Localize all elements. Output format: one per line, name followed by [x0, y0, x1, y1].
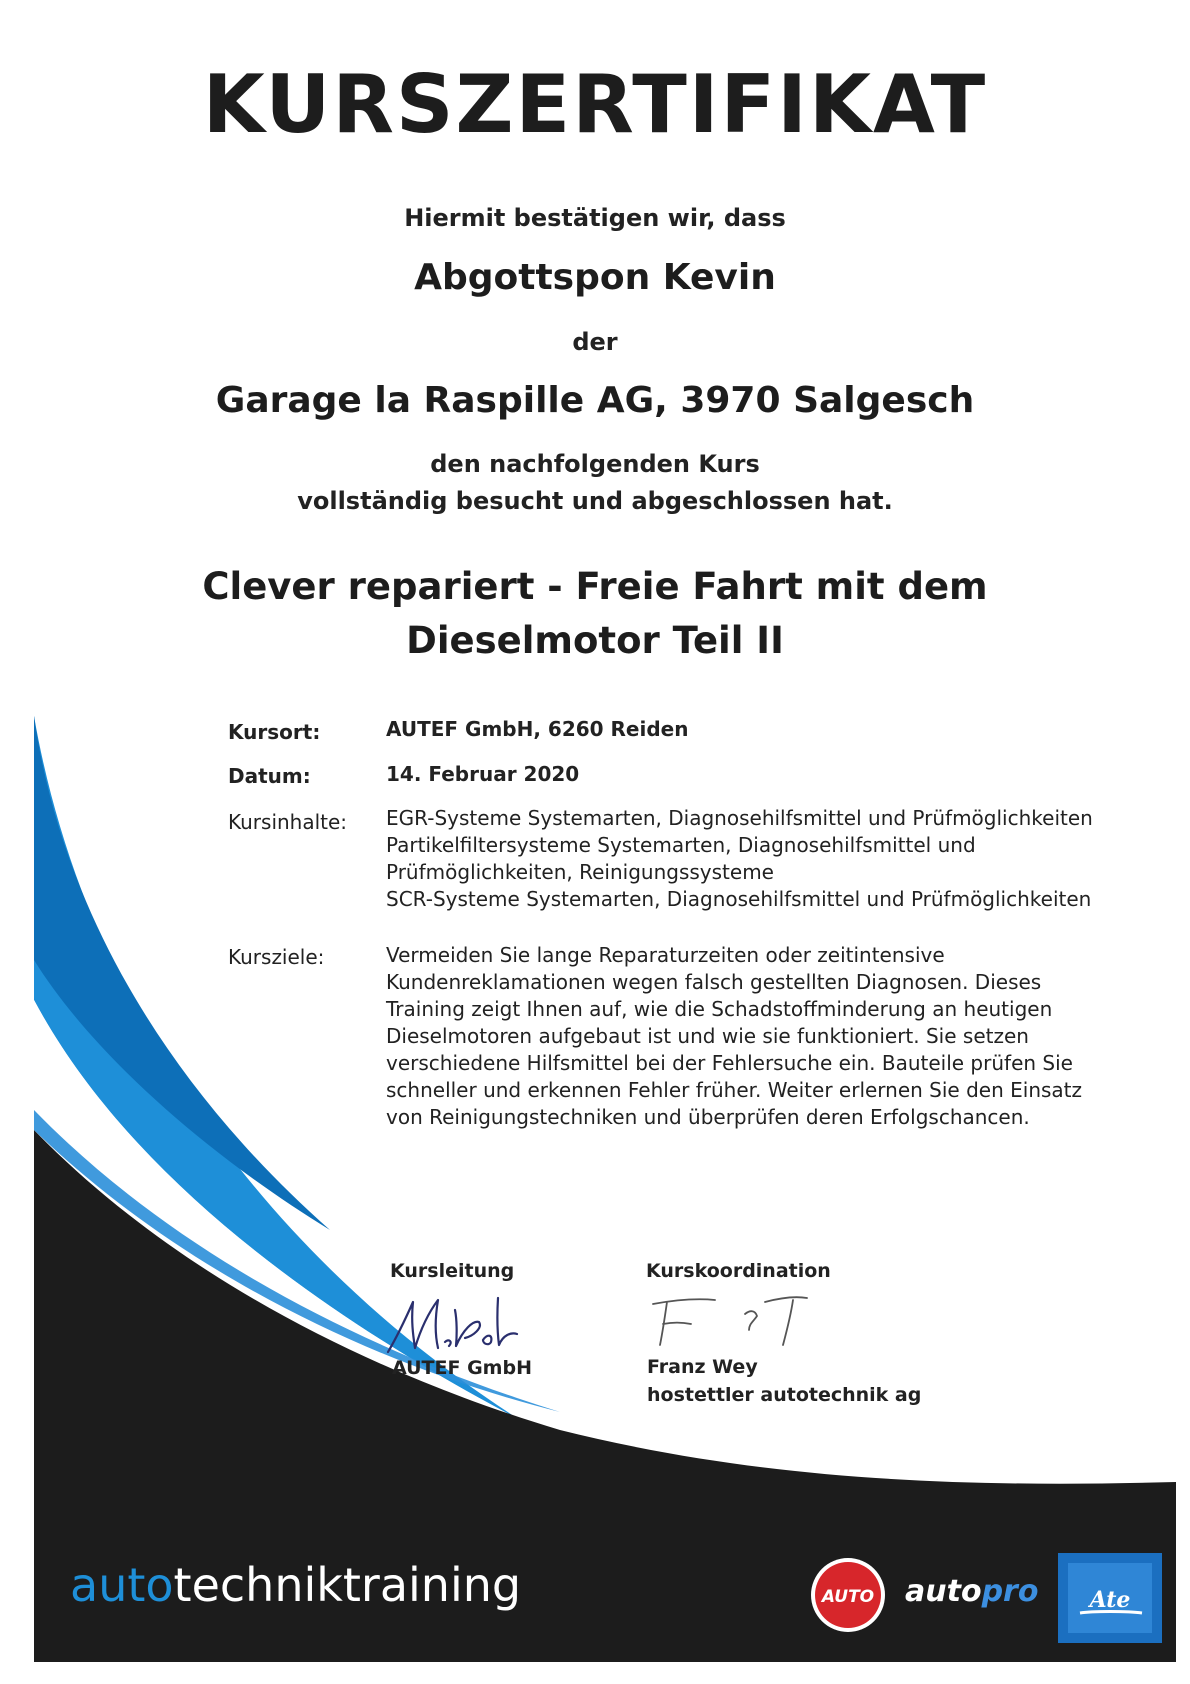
connector-text: der [572, 328, 618, 356]
kursziele-line: Training zeigt Ihnen auf, wie die Schadstoffminderung an heutigen [386, 997, 1053, 1021]
signature-kursleitung [383, 1290, 523, 1360]
course-title-line-1: Clever repariert - Freie Fahrt mit dem [202, 565, 988, 608]
company-name: Garage la Raspille AG, 3970 Salgesch [215, 380, 975, 421]
kursziele-label: Kursziele: [228, 945, 325, 969]
kursinhalte-line: Partikelfiltersysteme Systemarten, Diagnosehilfsmittel und [386, 833, 976, 857]
completion-line-2: vollständig besucht und abgeschlossen hat. [297, 487, 893, 515]
brand-rest: techniktraining [173, 1558, 522, 1612]
kursinhalte-text [386, 805, 1093, 913]
kursziele-text [386, 942, 1082, 1131]
kursziele-line: schneller und erkennen Fehler früher. Weiter erlernen Sie den Einsatz [386, 1078, 1083, 1102]
coordinator-org: hostettler autotechnik ag [647, 1384, 922, 1406]
autofit-logo [808, 1555, 888, 1635]
kursziele-line: Vermeiden Sie lange Reparaturzeiten oder zeitintensive [386, 943, 945, 967]
participant-name: Abgottspon Kevin [414, 257, 776, 298]
kursziele-line: Kundenreklamationen wegen falsch gestellten Diagnosen. Dieses [386, 970, 1042, 994]
course-title [0, 560, 1190, 668]
signature-kurskoordination [645, 1290, 815, 1352]
coordinator-name: Franz Wey [647, 1356, 758, 1378]
intro-text: Hiermit bestätigen wir, dass [404, 204, 786, 232]
kursziele-line: Dieselmotoren aufgebaut ist und wie sie funktioniert. Sie setzen [386, 1024, 1029, 1048]
kursziele-line: verschiedene Hilfsmittel bei der Fehlersuche ein. Bauteile prüfen Sie [386, 1051, 1073, 1075]
kursinhalte-line: Prüfmöglichkeiten, Reinigungssysteme [386, 860, 774, 884]
kursort-value: AUTEF GmbH, 6260 Reiden [386, 717, 689, 741]
certificate-title: KURSZERTIFIKAT [202, 58, 988, 151]
brand-accent: auto [70, 1558, 174, 1612]
kurskoordination-details [647, 1353, 921, 1409]
kursinhalte-line: EGR-Systeme Systemarten, Diagnosehilfsmittel und Prüfmöglichkeiten [386, 806, 1093, 830]
autopro-logo: autopro [905, 1574, 1039, 1609]
completion-line-1: den nachfolgenden Kurs [430, 450, 760, 478]
kursinhalte-line: SCR-Systeme Systemarten, Diagnosehilfsmittel und Prüfmöglichkeiten [386, 887, 1092, 911]
course-title-line-2: Dieselmotor Teil II [406, 619, 784, 662]
kursleitung-label: Kursleitung [390, 1260, 515, 1282]
datum-label: Datum: [228, 764, 311, 788]
datum-value: 14. Februar 2020 [386, 762, 580, 786]
kursziele-line: von Reinigungstechniken und überprüfen deren Erfolgschancen. [386, 1105, 1030, 1129]
ate-logo [1058, 1553, 1162, 1643]
svg-text:AUTO: AUTO [821, 1587, 875, 1607]
svg-text:Ate: Ate [1089, 1587, 1131, 1613]
brand-wordmark [70, 1558, 521, 1612]
kursleitung-org: AUTEF GmbH [392, 1357, 532, 1379]
kursort-label: Kursort: [228, 720, 321, 744]
kursinhalte-label: Kursinhalte: [228, 810, 348, 834]
kurskoordination-label: Kurskoordination [646, 1260, 831, 1282]
